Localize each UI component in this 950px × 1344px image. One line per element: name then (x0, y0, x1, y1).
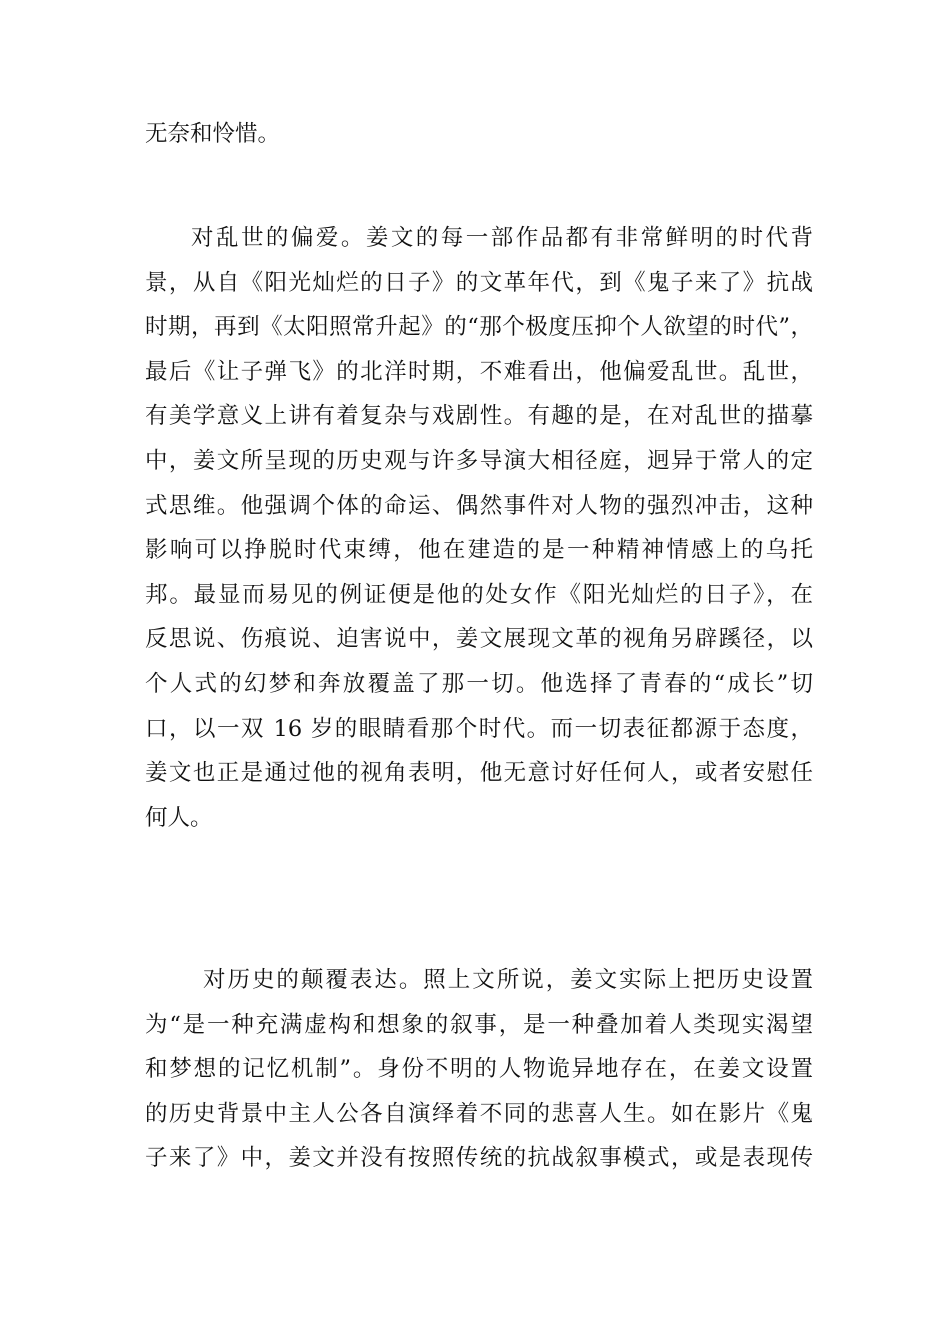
text-line: 对乱世的偏爱。姜文的每一部作品都有非常鲜明的时代背 (191, 225, 813, 251)
text-line: 口，以一双 16 岁的眼睛看那个时代。而一切表征都源于态度， (145, 715, 813, 742)
text-line: 无奈和怜惜。 (145, 121, 281, 147)
text-line: 和梦想的记忆机制”。身份不明的人物诡异地存在，在姜文设置 (145, 1056, 813, 1083)
text-line: 的历史背景中主人公各自演绎着不同的悲喜人生。如在影片《鬼 (145, 1100, 813, 1127)
text-line: 景，从自《阳光灿烂的日子》的文革年代，到《鬼子来了》抗战 (145, 269, 813, 296)
text-line: 时期，再到《太阳照常升起》的“那个极度压抑个人欲望的时代”， (145, 314, 813, 341)
paragraph-chaotic-era (145, 216, 813, 840)
text-line: 姜文也正是通过他的视角表明，他无意讨好任何人，或者安慰任 (145, 760, 813, 787)
text-line: 影响可以挣脱时代束缚，他在建造的是一种精神情感上的乌托 (145, 537, 813, 564)
paragraph-history-subversion (145, 958, 813, 1181)
text-line: 式思维。他强调个体的命运、偶然事件对人物的强烈冲击，这种 (145, 492, 813, 519)
text-line: 对历史的颠覆表达。照上文所说，姜文实际上把历史设置 (203, 967, 813, 993)
paragraph-fragment (145, 112, 813, 157)
text-line: 最后《让子弹飞》的北洋时期，不难看出，他偏爱乱世。乱世， (145, 358, 813, 385)
text-line: 子来了》中，姜文并没有按照传统的抗战叙事模式，或是表现传 (145, 1145, 813, 1172)
text-line: 邦。最显而易见的例证便是他的处女作《阳光灿烂的日子》，在 (145, 581, 813, 608)
text-line: 为“是一种充满虚构和想象的叙事，是一种叠加着人类现实渴望 (145, 1011, 813, 1038)
text-line: 个人式的幻梦和奔放覆盖了那一切。他选择了青春的“成长”切 (145, 670, 813, 697)
text-line: 反思说、伤痕说、迫害说中，姜文展现文革的视角另辟蹊径，以 (145, 626, 813, 653)
text-line: 有美学意义上讲有着复杂与戏剧性。有趣的是，在对乱世的描摹 (145, 403, 813, 430)
text-line: 何人。 (145, 804, 213, 831)
text-line: 中，姜文所呈现的历史观与许多导演大相径庭，迥异于常人的定 (145, 447, 813, 474)
